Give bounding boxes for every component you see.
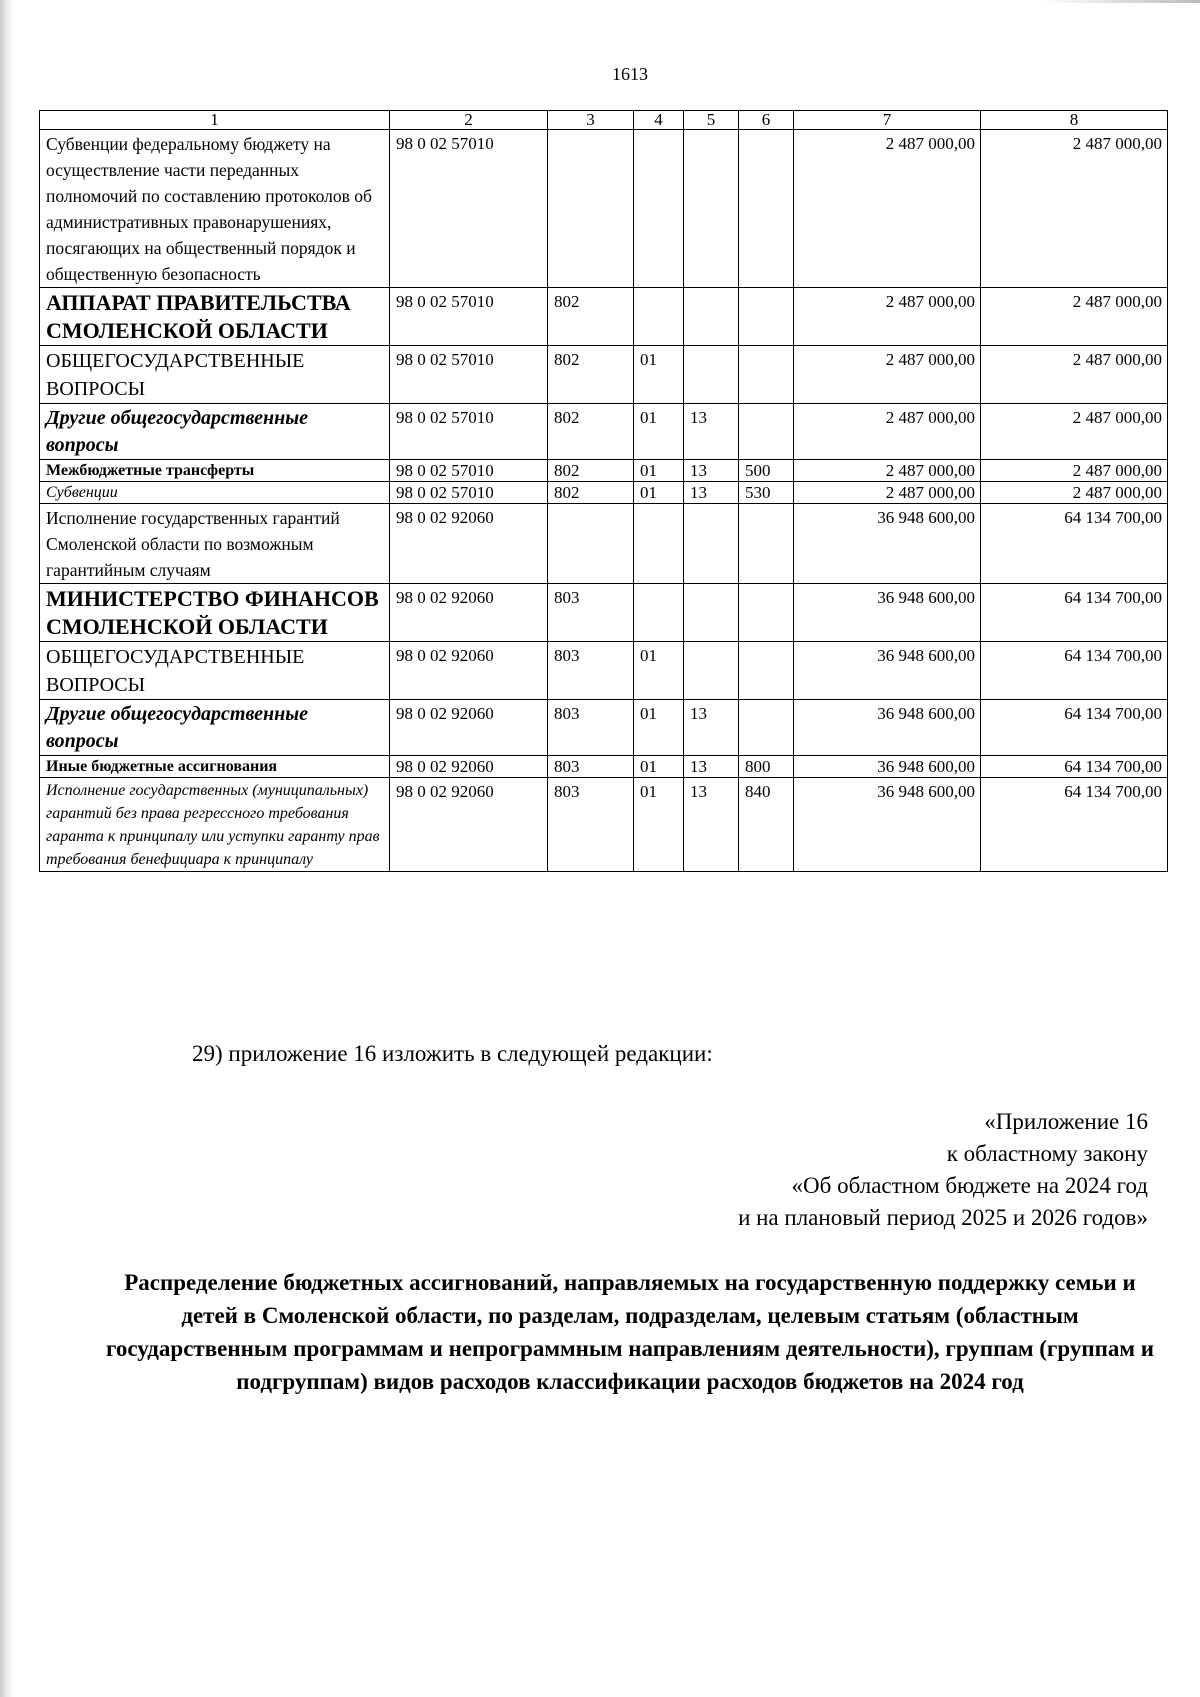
amount-2026-cell: 2 487 000,00 xyxy=(981,404,1168,460)
subsection-cell xyxy=(684,504,739,584)
amount-2025-cell: 2 487 000,00 xyxy=(794,288,981,346)
amount-2025-cell: 36 948 600,00 xyxy=(794,778,981,872)
header-cell: 8 xyxy=(981,111,1168,130)
row-name-cell: Субвенции xyxy=(40,482,390,504)
target-article-cell: 98 0 02 57010 xyxy=(390,130,548,288)
row-name-cell: МИНИСТЕРСТВО ФИНАНСОВ СМОЛЕНСКОЙ ОБЛАСТИ xyxy=(40,584,390,642)
table-row xyxy=(40,756,1168,778)
header-cell: 4 xyxy=(634,111,684,130)
amount-2025-cell: 2 487 000,00 xyxy=(794,404,981,460)
section-cell: 01 xyxy=(634,482,684,504)
row-name-cell: Исполнение государственных (муниципальных) гарантий без права регрессного требования гаранта к принципалу или уступки гаранту прав требования бенефициара к принципалу xyxy=(40,778,390,872)
administrator-code-cell: 803 xyxy=(548,584,634,642)
subsection-cell xyxy=(684,130,739,288)
amount-2026-cell: 2 487 000,00 xyxy=(981,460,1168,482)
target-article-cell: 98 0 02 92060 xyxy=(390,778,548,872)
table-row xyxy=(40,482,1168,504)
row-name-cell: Межбюджетные трансферты xyxy=(40,460,390,482)
row-name-cell: Другие общегосударственные вопросы xyxy=(40,404,390,460)
section-cell xyxy=(634,130,684,288)
header-cell: 3 xyxy=(548,111,634,130)
table-row xyxy=(40,504,1168,584)
table-row xyxy=(40,288,1168,346)
expense-type-cell xyxy=(739,584,794,642)
target-article-cell: 98 0 02 92060 xyxy=(390,642,548,700)
row-name-cell: ОБЩЕГОСУДАРСТВЕННЫЕ ВОПРОСЫ xyxy=(40,346,390,404)
amount-2026-cell: 64 134 700,00 xyxy=(981,778,1168,872)
subsection-cell: 13 xyxy=(684,404,739,460)
amount-2025-cell: 2 487 000,00 xyxy=(794,346,981,404)
section-cell: 01 xyxy=(634,460,684,482)
administrator-code-cell: 802 xyxy=(548,460,634,482)
expense-type-cell xyxy=(739,504,794,584)
expense-type-cell: 500 xyxy=(739,460,794,482)
scan-top-mark xyxy=(1040,0,1200,3)
expense-type-cell xyxy=(739,346,794,404)
target-article-cell: 98 0 02 92060 xyxy=(390,584,548,642)
table-row xyxy=(40,460,1168,482)
administrator-code-cell: 803 xyxy=(548,642,634,700)
section-cell: 01 xyxy=(634,700,684,756)
target-article-cell: 98 0 02 92060 xyxy=(390,700,548,756)
section-cell: 01 xyxy=(634,346,684,404)
table-row xyxy=(40,700,1168,756)
appendix-line: и на плановый период 2025 и 2026 годов» xyxy=(738,1205,1148,1230)
target-article-cell: 98 0 02 57010 xyxy=(390,346,548,404)
amount-2025-cell: 36 948 600,00 xyxy=(794,700,981,756)
target-article-cell: 98 0 02 57010 xyxy=(390,288,548,346)
expense-type-cell xyxy=(739,404,794,460)
row-name-cell: Исполнение государственных гарантий Смоленской области по возможным гарантийным случаям xyxy=(40,504,390,584)
row-name-cell: Субвенции федеральному бюджету на осуществление части переданных полномочий по составлению протоколов об административных правонарушениях, посягающих на общественный порядок и общественную безопасность xyxy=(40,130,390,288)
header-cell: 5 xyxy=(684,111,739,130)
expense-type-cell xyxy=(739,288,794,346)
subsection-cell xyxy=(684,346,739,404)
subsection-cell: 13 xyxy=(684,778,739,872)
expense-type-cell: 800 xyxy=(739,756,794,778)
subsection-cell: 13 xyxy=(684,700,739,756)
table-row xyxy=(40,642,1168,700)
table-row xyxy=(40,584,1168,642)
header-cell: 1 xyxy=(40,111,390,130)
expense-type-cell xyxy=(739,700,794,756)
administrator-code-cell: 803 xyxy=(548,756,634,778)
section-cell: 01 xyxy=(634,778,684,872)
target-article-cell: 98 0 02 57010 xyxy=(390,482,548,504)
amount-2026-cell: 64 134 700,00 xyxy=(981,700,1168,756)
amount-2026-cell: 2 487 000,00 xyxy=(981,482,1168,504)
amount-2025-cell: 36 948 600,00 xyxy=(794,642,981,700)
header-cell: 6 xyxy=(739,111,794,130)
subsection-cell: 13 xyxy=(684,756,739,778)
row-name-cell: ОБЩЕГОСУДАРСТВЕННЫЕ ВОПРОСЫ xyxy=(40,642,390,700)
header-cell: 2 xyxy=(390,111,548,130)
administrator-code-cell: 802 xyxy=(548,288,634,346)
appendix-line: «Приложение 16 xyxy=(984,1109,1148,1134)
administrator-code-cell xyxy=(548,504,634,584)
table-row xyxy=(40,404,1168,460)
amount-2026-cell: 64 134 700,00 xyxy=(981,642,1168,700)
table-row xyxy=(40,778,1168,872)
page-number: 1613 xyxy=(612,64,648,84)
amount-2026-cell: 64 134 700,00 xyxy=(981,584,1168,642)
amount-2025-cell: 2 487 000,00 xyxy=(794,482,981,504)
subsection-cell xyxy=(684,584,739,642)
section-cell xyxy=(634,504,684,584)
administrator-code-cell: 803 xyxy=(548,778,634,872)
administrator-code-cell: 803 xyxy=(548,700,634,756)
amount-2025-cell: 36 948 600,00 xyxy=(794,584,981,642)
administrator-code-cell: 802 xyxy=(548,404,634,460)
target-article-cell: 98 0 02 57010 xyxy=(390,404,548,460)
subsection-cell: 13 xyxy=(684,482,739,504)
administrator-code-cell: 802 xyxy=(548,482,634,504)
administrator-code-cell: 802 xyxy=(548,346,634,404)
row-name-cell: Другие общегосударственные вопросы xyxy=(40,700,390,756)
expense-type-cell: 530 xyxy=(739,482,794,504)
amount-2025-cell: 36 948 600,00 xyxy=(794,756,981,778)
amendment-text: 29) приложение 16 изложить в следующей редакции: xyxy=(192,1041,713,1066)
scan-edge-shadow xyxy=(0,0,14,1697)
subsection-cell xyxy=(684,288,739,346)
section-cell: 01 xyxy=(634,404,684,460)
amount-2026-cell: 2 487 000,00 xyxy=(981,288,1168,346)
expense-type-cell xyxy=(739,642,794,700)
row-name-cell: Иные бюджетные ассигнования xyxy=(40,756,390,778)
budget-table xyxy=(39,110,1168,872)
target-article-cell: 98 0 02 92060 xyxy=(390,504,548,584)
amount-2026-cell: 64 134 700,00 xyxy=(981,504,1168,584)
amount-2025-cell: 2 487 000,00 xyxy=(794,460,981,482)
target-article-cell: 98 0 02 92060 xyxy=(390,756,548,778)
table-row xyxy=(40,346,1168,404)
document-title: Распределение бюджетных ассигнований, направляемых на государственную поддержку семьи и детей в Смоленской области, по разделам, подразделам, целевым статьям (областным государственным программам и непрограммным направлениям деятельности), группам (группам и подгруппам) видов расходов классификации расходов бюджетов на 2024 год xyxy=(105,1270,1155,1394)
target-article-cell: 98 0 02 57010 xyxy=(390,460,548,482)
section-cell: 01 xyxy=(634,642,684,700)
section-cell xyxy=(634,584,684,642)
header-cell: 7 xyxy=(794,111,981,130)
appendix-line: к областному закону xyxy=(946,1141,1148,1166)
subsection-cell xyxy=(684,642,739,700)
table-row xyxy=(40,130,1168,288)
table-header-row xyxy=(40,111,1168,130)
row-name-cell: АППАРАТ ПРАВИТЕЛЬСТВА СМОЛЕНСКОЙ ОБЛАСТИ xyxy=(40,288,390,346)
expense-type-cell: 840 xyxy=(739,778,794,872)
administrator-code-cell xyxy=(548,130,634,288)
appendix-line: «Об областном бюджете на 2024 год xyxy=(791,1173,1148,1198)
amount-2026-cell: 2 487 000,00 xyxy=(981,130,1168,288)
amount-2025-cell: 2 487 000,00 xyxy=(794,130,981,288)
section-cell xyxy=(634,288,684,346)
subsection-cell: 13 xyxy=(684,460,739,482)
section-cell: 01 xyxy=(634,756,684,778)
amount-2025-cell: 36 948 600,00 xyxy=(794,504,981,584)
amount-2026-cell: 64 134 700,00 xyxy=(981,756,1168,778)
amount-2026-cell: 2 487 000,00 xyxy=(981,346,1168,404)
expense-type-cell xyxy=(739,130,794,288)
appendix-reference xyxy=(738,1106,1148,1234)
